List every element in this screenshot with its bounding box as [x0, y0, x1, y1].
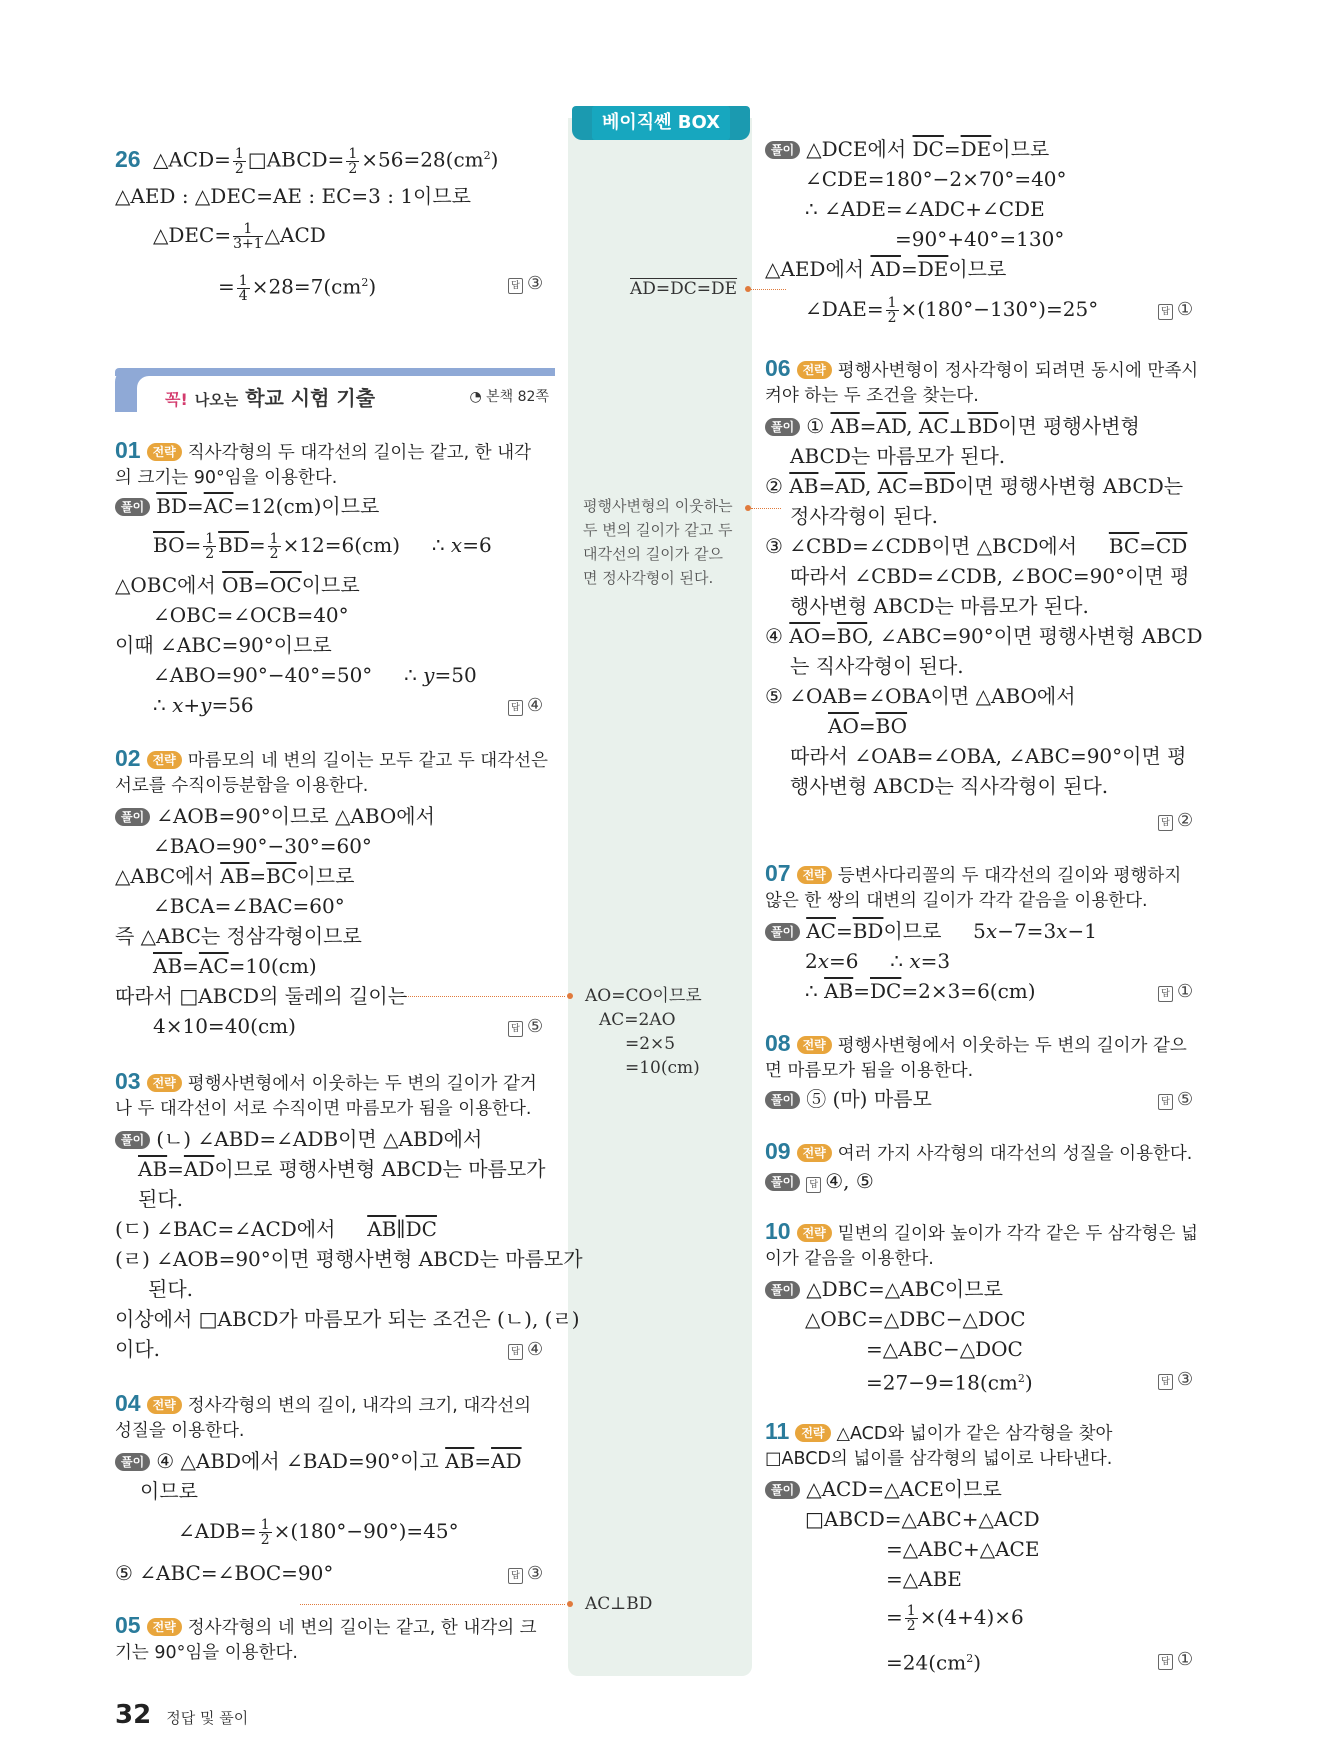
note-dot — [567, 1601, 573, 1607]
problem-07: 07 전략 등변사다리꼴의 두 대각선의 길이와 평행하지 — [765, 860, 1182, 886]
answer-01: 답 ④ — [508, 695, 543, 716]
answer-26: 답 ③ — [508, 273, 543, 294]
box-note-2: 평행사변형의 이웃하는 두 변의 길이가 같고 두 대각선의 길이가 같으 면 정사각형이 된다. — [583, 497, 733, 587]
answer-08: 답 ⑤ — [1158, 1089, 1193, 1110]
footer-label: 정답 및 풀이 — [166, 1709, 249, 1727]
box-note-4: AC⊥BD — [585, 1594, 653, 1614]
section-header — [115, 368, 555, 412]
answer-04: 답 ③ — [508, 1563, 543, 1584]
section-ref: ◔ 본책 82쪽 — [469, 389, 549, 405]
problem-08: 08 전략 평행사변형에서 이웃하는 두 변의 길이가 같으 — [765, 1030, 1187, 1056]
problem-26: 26 △ACD= $\frac{1}{2}$ □ABCD= $\frac{1}{2}$ $\times 56=28(cm^2)$ — [115, 145, 499, 177]
problem-11: 11 전략 △ACD와 넓이가 같은 삼각형을 찾아 — [765, 1418, 1113, 1444]
problem-01: 01 전략 직사각형의 두 대각선의 길이는 같고, 한 내각 — [115, 437, 532, 463]
box-note-3: AO=CO이므로 AC=2AO =2×5 =10(cm) — [585, 986, 702, 1078]
section-title: 꼭! 나오는 학교 시험 기출 — [165, 386, 376, 410]
problem-06: 06 전략 평행사변형이 정사각형이 되려면 동시에 만족시 — [765, 355, 1199, 381]
problem-02: 02 전략 마름모의 네 변의 길이는 모두 같고 두 대각선은 — [115, 745, 548, 771]
answer-07: 답 ① — [1158, 981, 1193, 1002]
box-note-1: AD=DC=DE — [630, 279, 738, 299]
problem-04: 04 전략 정사각형의 변의 길이, 내각의 크기, 대각선의 — [115, 1390, 532, 1416]
page-number: 32 — [115, 1700, 152, 1730]
note-leader — [300, 1604, 565, 1605]
note-leader — [405, 996, 565, 997]
basic-box-panel — [568, 118, 752, 1676]
note-leader — [751, 508, 781, 509]
answer-02: 답 ⑤ — [508, 1016, 543, 1037]
basic-box-title: 베이직쎈 BOX — [572, 106, 750, 140]
answer-06: 답 ② — [1158, 810, 1193, 831]
note-dot — [567, 993, 573, 999]
p26-line: △DEC= $\frac{1}{3+1}$ △ACD — [153, 221, 326, 252]
answer-10: 답 ③ — [1158, 1369, 1193, 1390]
answer-03: 답 ④ — [508, 1339, 543, 1360]
note-leader — [751, 289, 786, 290]
answer-05: 답 ① — [1158, 299, 1193, 320]
answer-11: 답 ① — [1158, 1649, 1193, 1670]
problem-03: 03 전략 평행사변형에서 이웃하는 두 변의 길이가 같거 — [115, 1068, 537, 1094]
problem-10: 10 전략 밑변의 길이와 높이가 각각 같은 두 삼각형은 넓 — [765, 1218, 1198, 1244]
problem-09: 09 전략 여러 가지 사각형의 대각선의 성질을 이용한다. — [765, 1138, 1193, 1164]
p26-line: △AED : △DEC=AE : EC=3 : 1이므로 — [115, 184, 472, 208]
problem-05: 05 전략 정사각형의 네 변의 길이는 같고, 한 내각의 크 — [115, 1612, 537, 1638]
page-footer — [115, 1700, 248, 1730]
p26-line: = $\frac{1}{4}$ $\times 28=7(cm^2)$ — [218, 272, 377, 304]
